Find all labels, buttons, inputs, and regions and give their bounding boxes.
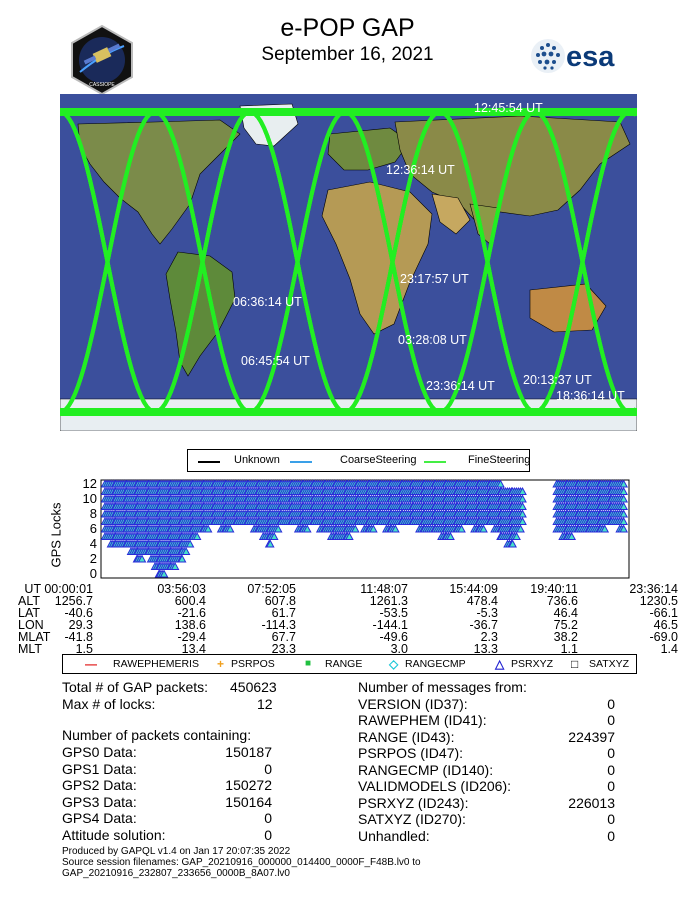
legend-swatch-fine: [424, 461, 446, 463]
stat-value: 150272: [225, 777, 272, 793]
stat-value: 450623: [230, 679, 277, 695]
orbit-map: [60, 94, 637, 431]
stat-label: Number of packets containing:: [62, 727, 252, 743]
legend-label: SATXYZ: [589, 658, 630, 670]
info-cell: 3.0: [390, 642, 408, 656]
info-row-label: MLT: [18, 642, 43, 656]
info-cell: 46.5: [653, 618, 678, 632]
stat-value: 0: [264, 810, 272, 826]
legend-label: RANGE: [325, 658, 363, 670]
info-cell: 38.2: [553, 630, 578, 644]
stat-value: 150164: [225, 793, 272, 810]
info-cell: 07:52:05: [247, 582, 296, 596]
stat-value: 150187: [225, 744, 272, 760]
legend-label: FineSteering: [468, 454, 531, 466]
page-title: e-POP GAP: [280, 14, 415, 42]
stat-label: VERSION (ID37):: [358, 695, 468, 712]
info-row-label: ALT: [18, 594, 40, 608]
attitude-legend: [187, 449, 530, 472]
info-cell: 1.1: [560, 642, 578, 656]
footer-line: Source session filenames: GAP_20210916_000000_014400_0000F_F48B.lv0 to: [62, 857, 421, 868]
stat-value: 226013: [568, 794, 615, 811]
info-cell: 607.8: [264, 594, 296, 608]
time-label: 12:36:14 UT: [386, 163, 455, 177]
mission-logo-text: CASSIOPE: [89, 82, 115, 88]
stat-label: Total # of GAP packets:: [62, 679, 209, 695]
info-cell: -36.7: [469, 618, 498, 632]
stat-label: VALIDMODELS (ID206):: [358, 778, 512, 794]
mission-logo-icon: [66, 24, 138, 96]
info-row-label: MLAT: [18, 630, 51, 644]
info-cell: 2.3: [480, 630, 498, 644]
orbit-track-top-band: [60, 108, 637, 116]
info-cell: 1261.3: [369, 594, 408, 608]
info-cell: -114.3: [261, 618, 296, 632]
time-label: 12:45:54 UT: [474, 101, 543, 115]
stat-label: GPS2 Data:: [62, 777, 137, 793]
legend-swatch-unknown: [198, 461, 220, 463]
y-tick-label: 0: [89, 566, 97, 581]
info-cell: 11:48:07: [360, 582, 408, 596]
info-row-label: LON: [18, 618, 44, 632]
stat-value: 0: [264, 760, 272, 777]
legend-label: RAWEPHEMERIS: [113, 658, 199, 670]
stat-value: 0: [607, 827, 615, 844]
stat-label: SATXYZ (ID270):: [358, 811, 466, 827]
info-cell: 1230.5: [639, 594, 678, 608]
stat-label: GPS1 Data:: [62, 760, 137, 777]
legend-symbol-icon: □: [571, 657, 579, 671]
info-cell: -49.6: [379, 630, 408, 644]
info-cell: 46.4: [553, 606, 578, 620]
info-cell: 478.4: [466, 594, 498, 608]
y-tick-label: 2: [89, 551, 97, 566]
info-cell: 13.4: [181, 642, 206, 656]
stat-value: 0: [264, 826, 272, 843]
time-label: 18:36:14 UT: [556, 389, 625, 403]
info-cell: 736.6: [546, 594, 578, 608]
info-cell: -53.5: [379, 606, 408, 620]
stat-label: GPS3 Data:: [62, 793, 137, 810]
info-cell: 13.3: [473, 642, 498, 656]
info-cell: UT 00:00:01: [24, 582, 93, 596]
info-cell: -144.1: [372, 618, 408, 632]
stat-value: 0: [607, 811, 615, 827]
info-row-label: LAT: [18, 606, 40, 620]
stat-label: Unhandled:: [358, 827, 430, 844]
footer-note: [62, 846, 421, 879]
legend-label: PSRPOS: [231, 658, 275, 670]
info-cell: 1256.7: [54, 594, 93, 608]
info-cell: 61.7: [271, 606, 296, 620]
stat-value: 0: [607, 761, 615, 778]
legend-symbol-icon: —: [85, 657, 97, 671]
legend-symbol-icon: +: [217, 657, 225, 671]
stat-label: PSRPOS (ID47):: [358, 745, 464, 761]
info-cell: -5.3: [476, 606, 498, 620]
info-cell: 15:44:09: [449, 582, 498, 596]
info-cell: -69.0: [649, 630, 678, 644]
info-cell: 03:56:03: [157, 582, 206, 596]
info-cell: -21.6: [177, 606, 206, 620]
legend-swatch-coarse: [290, 461, 312, 463]
info-cell: -40.6: [64, 606, 93, 620]
stat-label: PSRXYZ (ID243):: [358, 794, 469, 811]
stat-label: GPS0 Data:: [62, 744, 137, 760]
info-cell: 1.4: [660, 642, 678, 656]
info-cell: 23:36:14: [629, 582, 678, 596]
orbit-track-bottom-band: [60, 408, 637, 416]
info-cell: -29.4: [177, 630, 206, 644]
stat-label: RAWEPHEM (ID41):: [358, 712, 487, 728]
stat-value: 224397: [568, 728, 615, 745]
info-cell: 600.4: [174, 594, 206, 608]
legend-label: Unknown: [234, 454, 280, 466]
legend-label: CoarseSteering: [340, 454, 417, 466]
stat-label: Max # of locks:: [62, 696, 156, 712]
message-legend: [62, 654, 637, 674]
y-tick-label: 8: [89, 506, 97, 521]
info-cell: 19:40:11: [530, 582, 578, 596]
page-date: September 16, 2021: [261, 44, 434, 65]
legend-symbol-icon: △: [495, 657, 505, 671]
info-cell: 75.2: [553, 618, 578, 632]
stat-value: 0: [607, 778, 615, 794]
legend-symbol-icon: ■: [305, 658, 312, 669]
gps-locks-chart: [0, 476, 695, 586]
stat-label: RANGE (ID43):: [358, 728, 455, 745]
stat-value: 0: [607, 695, 615, 712]
info-cell: -66.1: [649, 606, 678, 620]
y-axis-label: GPS Locks: [48, 502, 64, 568]
stat-value: 0: [607, 745, 615, 761]
stat-label: GPS4 Data:: [62, 810, 137, 826]
stat-label: Number of messages from:: [358, 679, 527, 695]
time-label: 23:36:14 UT: [426, 379, 495, 393]
time-label: 06:45:54 UT: [241, 354, 310, 368]
legend-label: RANGECMP: [405, 658, 466, 670]
footer-line: GAP_20210916_232807_233656_0000B_8A07.lv0: [62, 868, 290, 879]
legend-label: PSRXYZ: [511, 658, 554, 670]
info-cell: 23.3: [271, 642, 296, 656]
esa-logo-icon: [528, 36, 638, 76]
info-cell: 67.7: [271, 630, 296, 644]
stat-value: 12: [257, 696, 273, 712]
stat-label: Attitude solution:: [62, 826, 166, 843]
info-cell: 29.3: [68, 618, 93, 632]
legend-symbol-icon: ◇: [389, 657, 399, 671]
footer-line: Produced by GAPQL v1.4 on Jan 17 20:07:35 2022: [62, 846, 291, 857]
time-label: 20:13:37 UT: [523, 373, 592, 387]
time-label: 03:28:08 UT: [398, 333, 467, 347]
info-cell: 138.6: [174, 618, 206, 632]
info-cell: -41.8: [64, 630, 93, 644]
stat-label: RANGECMP (ID140):: [358, 761, 494, 778]
time-label: 23:17:57 UT: [400, 272, 469, 286]
y-tick-label: 12: [82, 476, 97, 491]
time-label: 06:36:14 UT: [233, 295, 302, 309]
info-cell: 1.5: [75, 642, 93, 656]
y-axis-ticks: [83, 476, 97, 581]
esa-logo-text: esa: [566, 41, 615, 73]
y-tick-label: 4: [89, 536, 97, 551]
stat-value: 0: [607, 712, 615, 728]
y-tick-label: 10: [82, 491, 97, 506]
y-tick-label: 6: [89, 521, 97, 536]
